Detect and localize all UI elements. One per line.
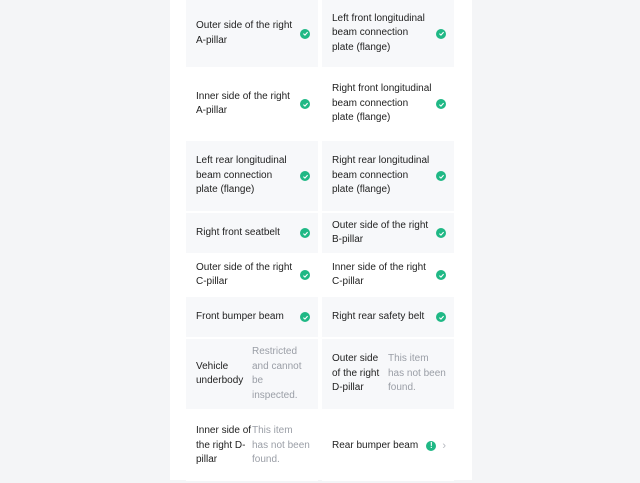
item-label: Right rear safety belt	[332, 310, 425, 322]
inspection-item[interactable]	[186, 69, 318, 139]
check-icon	[300, 270, 310, 280]
item-note: Restricted and cannot be inspected.	[252, 346, 302, 401]
check-icon	[300, 312, 310, 322]
check-icon	[436, 29, 446, 39]
inspection-item[interactable]	[186, 141, 318, 211]
inspection-grid	[186, 0, 454, 483]
inspection-item[interactable]	[186, 339, 318, 409]
warning-icon: !	[426, 441, 436, 451]
item-label: Right rear longitudinal beam connection plate (flange)	[332, 155, 430, 196]
check-icon	[300, 171, 310, 181]
check-icon	[436, 171, 446, 181]
check-icon	[436, 228, 446, 238]
check-icon	[436, 99, 446, 109]
item-label: Left rear longitudinal beam connection plate (flange)	[196, 155, 287, 196]
item-note: This item has not been found.	[388, 353, 446, 394]
inspection-item[interactable]	[322, 141, 454, 211]
chevron-right-icon[interactable]: ›	[442, 439, 446, 452]
inspection-item[interactable]	[186, 411, 318, 481]
check-icon	[300, 29, 310, 39]
item-label: Right front seatbelt	[196, 226, 280, 238]
item-label: Inner side of the right C-pillar	[332, 261, 426, 287]
inspection-item[interactable]	[186, 255, 318, 295]
inspection-item[interactable]	[186, 0, 318, 67]
item-label: Inner side of the right D-pillar	[196, 425, 252, 466]
item-label: Left front longitudinal beam connection plate (flange)	[332, 12, 425, 53]
inspection-item[interactable]	[322, 297, 454, 337]
inspection-item[interactable]	[322, 339, 454, 409]
item-label: Outer side of the right A-pillar	[196, 20, 293, 46]
item-label: Vehicle underbody	[196, 360, 244, 386]
inspection-item[interactable]	[322, 0, 454, 67]
item-label: Outer side of the right D-pillar	[332, 353, 380, 394]
item-label: Outer side of the right C-pillar	[196, 261, 293, 287]
item-label: Right front longitudinal beam connection plate (flange)	[332, 83, 432, 124]
item-label: Front bumper beam	[196, 310, 284, 322]
check-icon	[436, 270, 446, 280]
item-note: This item has not been found.	[252, 425, 310, 466]
inspection-item[interactable]	[186, 213, 318, 253]
item-label: Inner side of the right A-pillar	[196, 90, 290, 116]
item-label: Outer side of the right B-pillar	[332, 219, 429, 245]
check-icon	[300, 228, 310, 238]
inspection-item[interactable]	[322, 411, 454, 481]
inspection-item[interactable]	[322, 69, 454, 139]
check-icon	[300, 99, 310, 109]
inspection-item[interactable]	[186, 297, 318, 337]
inspection-item[interactable]	[322, 213, 454, 253]
item-label: Rear bumper beam	[332, 439, 419, 451]
check-icon	[436, 312, 446, 322]
inspection-item[interactable]	[322, 255, 454, 295]
